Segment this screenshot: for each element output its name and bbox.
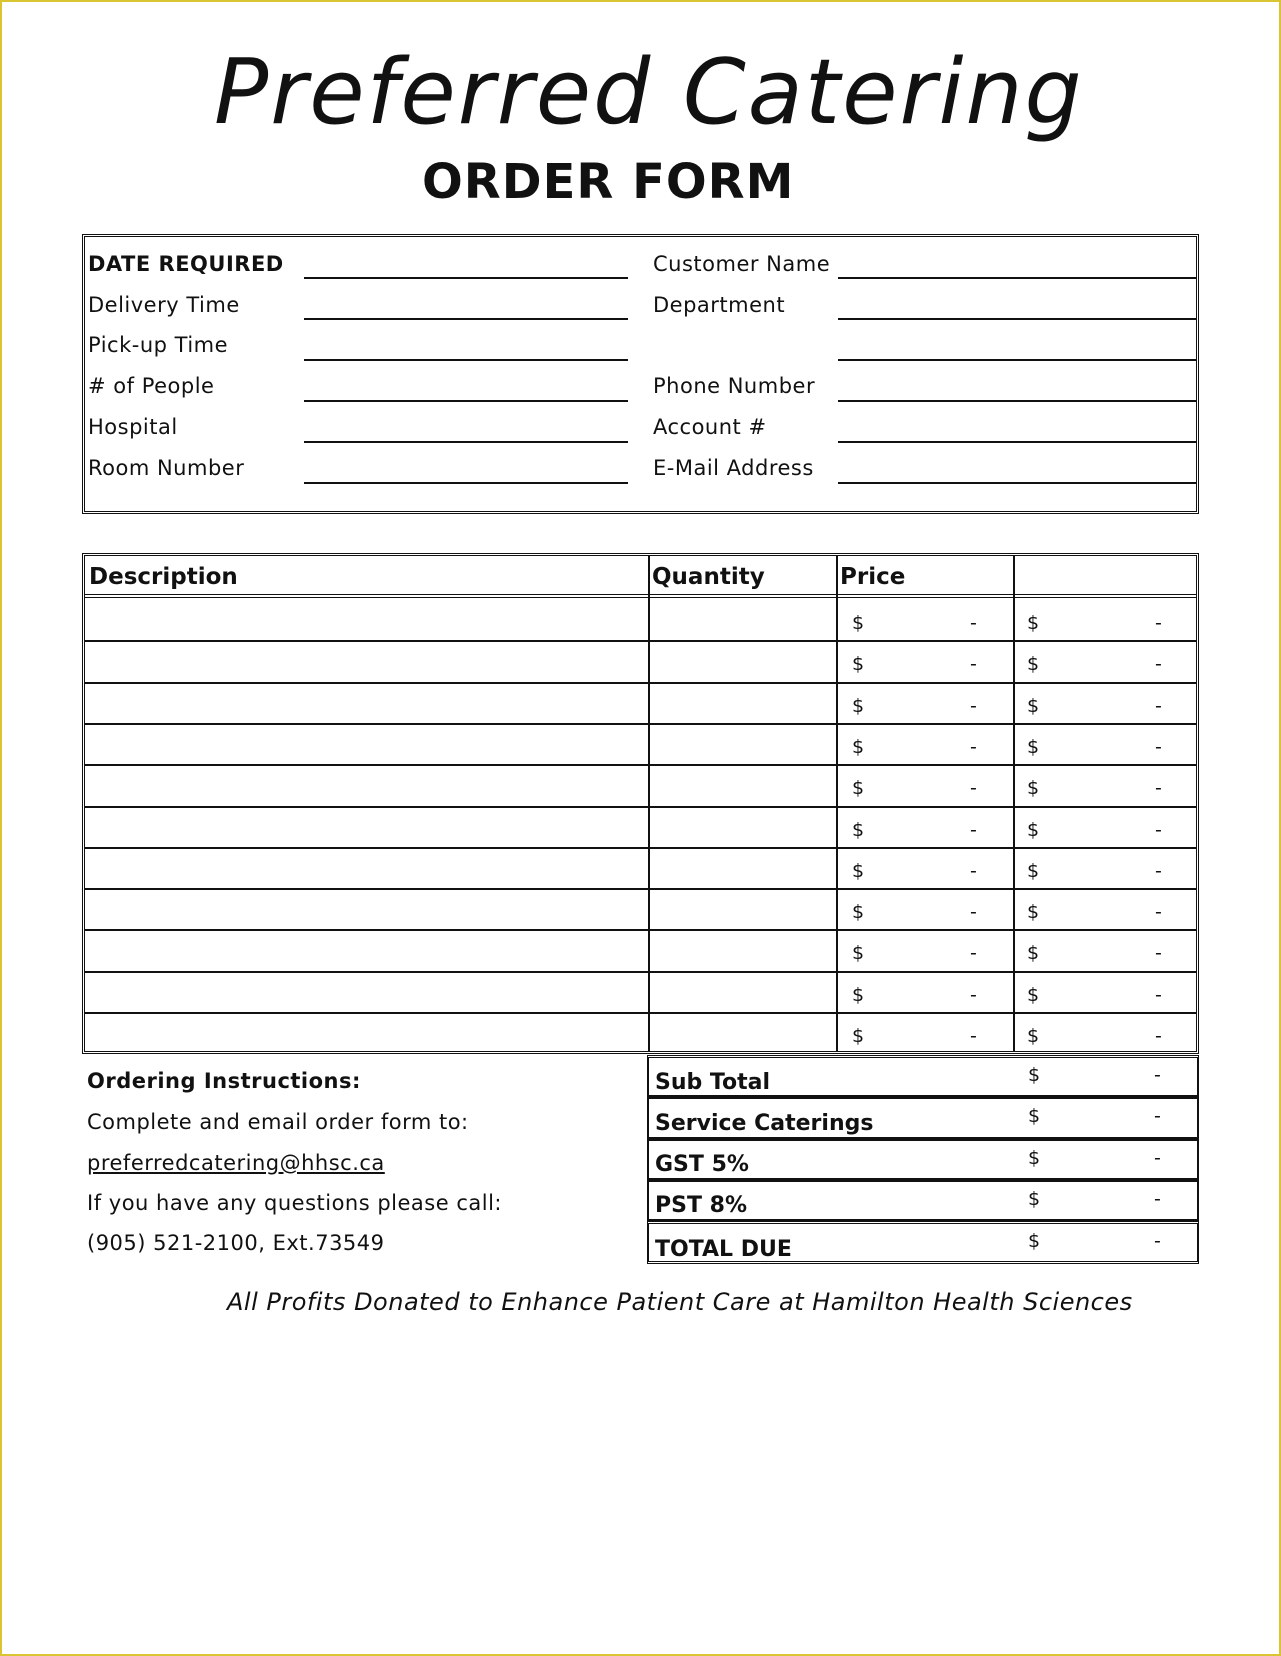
customer-name-field[interactable] (838, 277, 1196, 279)
department-label: Department (653, 293, 786, 317)
price-value: - (970, 901, 977, 923)
table-row[interactable] (85, 764, 1196, 805)
total-currency: $ (1027, 984, 1040, 1006)
total-value: - (1155, 819, 1162, 841)
total-value: - (1155, 942, 1162, 964)
total-value: - (1155, 1025, 1162, 1047)
table-row[interactable] (85, 847, 1196, 888)
table-row[interactable] (85, 929, 1196, 970)
totals-row (647, 1055, 1199, 1097)
price-currency: $ (852, 819, 865, 841)
totals-currency: $ (1028, 1230, 1041, 1252)
department-field[interactable] (838, 318, 1196, 320)
people-count-label: # of People (88, 374, 215, 398)
column-header-quantity: Quantity (652, 564, 765, 590)
account-number-label: Account # (653, 415, 767, 439)
hospital-field[interactable] (304, 441, 628, 443)
table-row[interactable] (85, 1012, 1196, 1053)
total-value: - (1155, 901, 1162, 923)
totals-label: PST 8% (655, 1193, 747, 1218)
totals-value: - (1154, 1188, 1161, 1210)
totals-value: - (1154, 1230, 1161, 1252)
price-currency: $ (852, 860, 865, 882)
total-currency: $ (1027, 736, 1040, 758)
total-currency: $ (1027, 777, 1040, 799)
form-title: Preferred Catering (214, 40, 1084, 145)
price-value: - (970, 1025, 977, 1047)
table-row[interactable] (85, 806, 1196, 847)
total-value: - (1155, 777, 1162, 799)
account-number-field[interactable] (838, 441, 1196, 443)
price-value: - (970, 860, 977, 882)
people-count-field[interactable] (304, 400, 628, 402)
totals-value: - (1154, 1147, 1161, 1169)
order-info-block (82, 234, 1199, 514)
pickup-time-label: Pick-up Time (88, 333, 229, 357)
total-value: - (1155, 695, 1162, 717)
extra-right-field[interactable] (838, 359, 1196, 361)
total-value: - (1155, 984, 1162, 1006)
footer-note: All Profits Donated to Enhance Patient Care at Hamilton Health Sciences (227, 1288, 1133, 1316)
totals-row (647, 1139, 1199, 1180)
price-currency: $ (852, 901, 865, 923)
total-currency: $ (1027, 612, 1040, 634)
column-header-price: Price (840, 564, 906, 590)
totals-currency: $ (1028, 1064, 1041, 1086)
table-row[interactable] (85, 682, 1196, 723)
email-address-field[interactable] (838, 482, 1196, 484)
totals-value: - (1154, 1064, 1161, 1086)
total-currency: $ (1027, 695, 1040, 717)
total-currency: $ (1027, 653, 1040, 675)
totals-label: Service Caterings (655, 1111, 874, 1136)
totals-currency: $ (1028, 1147, 1041, 1169)
price-currency: $ (852, 984, 865, 1006)
total-currency: $ (1027, 860, 1040, 882)
price-value: - (970, 736, 977, 758)
table-row[interactable] (85, 599, 1196, 640)
totals-row (647, 1180, 1199, 1221)
instructions-line-2: If you have any questions please call: (87, 1191, 502, 1215)
pickup-time-field[interactable] (304, 359, 628, 361)
price-currency: $ (852, 736, 865, 758)
total-currency: $ (1027, 819, 1040, 841)
items-table (82, 553, 1199, 1054)
total-currency: $ (1027, 901, 1040, 923)
totals-label: TOTAL DUE (655, 1237, 792, 1262)
total-currency: $ (1027, 1025, 1040, 1047)
delivery-time-label: Delivery Time (88, 293, 240, 317)
column-header-description: Description (89, 564, 238, 590)
phone-number-field[interactable] (838, 400, 1196, 402)
price-value: - (970, 942, 977, 964)
email-address-label: E-Mail Address (653, 456, 814, 480)
total-value: - (1155, 736, 1162, 758)
totals-currency: $ (1028, 1105, 1041, 1127)
table-row[interactable] (85, 723, 1196, 764)
table-row[interactable] (85, 971, 1196, 1012)
price-currency: $ (852, 695, 865, 717)
delivery-time-field[interactable] (304, 318, 628, 320)
totals-value: - (1154, 1105, 1161, 1127)
totals-label: Sub Total (655, 1070, 771, 1095)
price-currency: $ (852, 653, 865, 675)
order-email-link[interactable]: preferredcatering@hhsc.ca (87, 1151, 385, 1175)
header-divider (85, 594, 1196, 598)
phone-number-label: Phone Number (653, 374, 816, 398)
total-value: - (1155, 860, 1162, 882)
total-value: - (1155, 653, 1162, 675)
totals-label: GST 5% (655, 1152, 749, 1177)
date-required-field[interactable] (304, 277, 628, 279)
room-number-label: Room Number (88, 456, 245, 480)
totals-row (647, 1097, 1199, 1139)
total-currency: $ (1027, 942, 1040, 964)
customer-name-label: Customer Name (653, 252, 831, 276)
price-currency: $ (852, 612, 865, 634)
instructions-heading: Ordering Instructions: (87, 1069, 361, 1093)
totals-row (647, 1221, 1199, 1264)
price-value: - (970, 695, 977, 717)
contact-phone: (905) 521-2100, Ext.73549 (87, 1231, 385, 1255)
price-currency: $ (852, 1025, 865, 1047)
price-value: - (970, 819, 977, 841)
price-value: - (970, 612, 977, 634)
table-row[interactable] (85, 888, 1196, 929)
price-value: - (970, 777, 977, 799)
price-value: - (970, 653, 977, 675)
totals-currency: $ (1028, 1188, 1041, 1210)
table-row[interactable] (85, 640, 1196, 681)
total-value: - (1155, 612, 1162, 634)
room-number-field[interactable] (304, 482, 628, 484)
price-currency: $ (852, 942, 865, 964)
instructions-line-1: Complete and email order form to: (87, 1110, 469, 1134)
form-subtitle: ORDER FORM (422, 154, 795, 210)
price-currency: $ (852, 777, 865, 799)
price-value: - (970, 984, 977, 1006)
hospital-label: Hospital (88, 415, 178, 439)
date-required-label: DATE REQUIRED (88, 252, 284, 276)
totals-block (647, 1055, 1199, 1264)
